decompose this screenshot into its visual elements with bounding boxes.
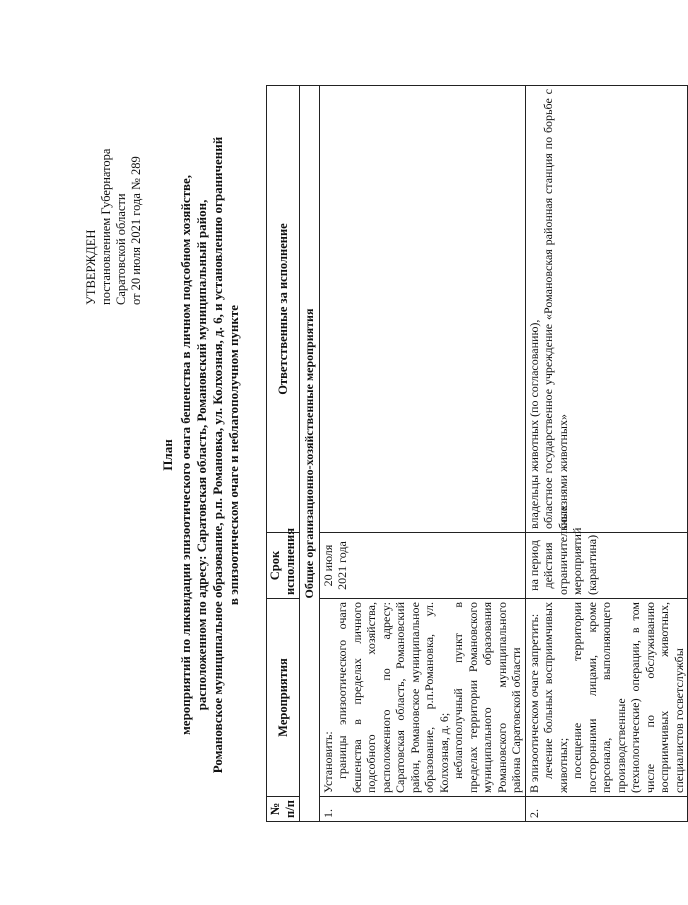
row-number: 2. (525, 797, 688, 822)
approval-line: от 20 июля 2021 года № 289 (129, 156, 143, 305)
title-line: в эпизоотическом очаге и неблагополучном пункте (226, 304, 241, 606)
measure-text: лечение больных восприимчивых животных; (541, 602, 570, 793)
measures-table (266, 85, 688, 822)
responsible-text: областное государственное учреждение «Романовская районная станция по борьбе с болезнями животных» (541, 89, 570, 529)
table-header-row (267, 86, 300, 822)
measure-text: границы эпизоотического очага бешенства в пределах личного подсобного хозяйства, расположенного по адресу: Саратовская область, Романовский район, Романовское муниципальное образование, р.п.Романовка, ул. Колхозная, д. 6; (335, 602, 451, 793)
title-line: мероприятий по ликвидации эпизоотического очага бешенства в личном подсобном хозяйстве, (178, 174, 193, 736)
title-line: Романовское муниципальное образование, р.п. Романовка, ул. Колхозная, д. 6, и установлению ограничений (210, 136, 225, 774)
row-responsible (525, 86, 688, 533)
responsible-text: владельцы животных (по согласованию), (526, 319, 541, 529)
header-num: № п/п (267, 797, 300, 822)
header-measures: Мероприятия (267, 599, 300, 797)
measure-text: Установить: (320, 731, 335, 793)
approval-line: Саратовской области (114, 193, 128, 305)
row-responsible (319, 86, 525, 533)
section-row (300, 86, 320, 822)
row-measures (525, 599, 688, 797)
approval-line: постановлением Губернатора (99, 148, 113, 305)
header-responsible: Ответственные за исполнение (267, 86, 300, 533)
title-heading: План (160, 439, 175, 471)
row-number: 1. (319, 797, 525, 822)
title-line: расположенном по адресу: Саратовская область, Романовский муниципальный район, (194, 199, 209, 711)
row-term: на период действия ограничительных мероприятий (карантина) (525, 533, 688, 599)
row-measures (319, 599, 525, 797)
table-row (319, 86, 525, 822)
measure-text: неблагополучный пункт в пределах территории Романовского муниципального образования Романовского муниципального района Саратовской области (451, 602, 523, 793)
table-row (525, 86, 688, 822)
section-title: Общие организационно-хозяйственные мероприятия (300, 86, 320, 822)
approval-line: УТВЕРЖДЕН (84, 229, 98, 305)
approval-stamp (84, 55, 144, 305)
row-term: 20 июля 2021 года (319, 533, 525, 599)
header-term: Срок исполнения (267, 533, 300, 599)
document-title (160, 85, 242, 825)
measure-text: В эпизоотическом очаге запретить: (526, 613, 541, 793)
measure-text: посещение территории посторонними лицами, кроме персонала, выполняющего производственные (технологические) операции, в том числе по обслуживанию восприимчивых животных, специалистов госветслужбы (570, 602, 686, 793)
